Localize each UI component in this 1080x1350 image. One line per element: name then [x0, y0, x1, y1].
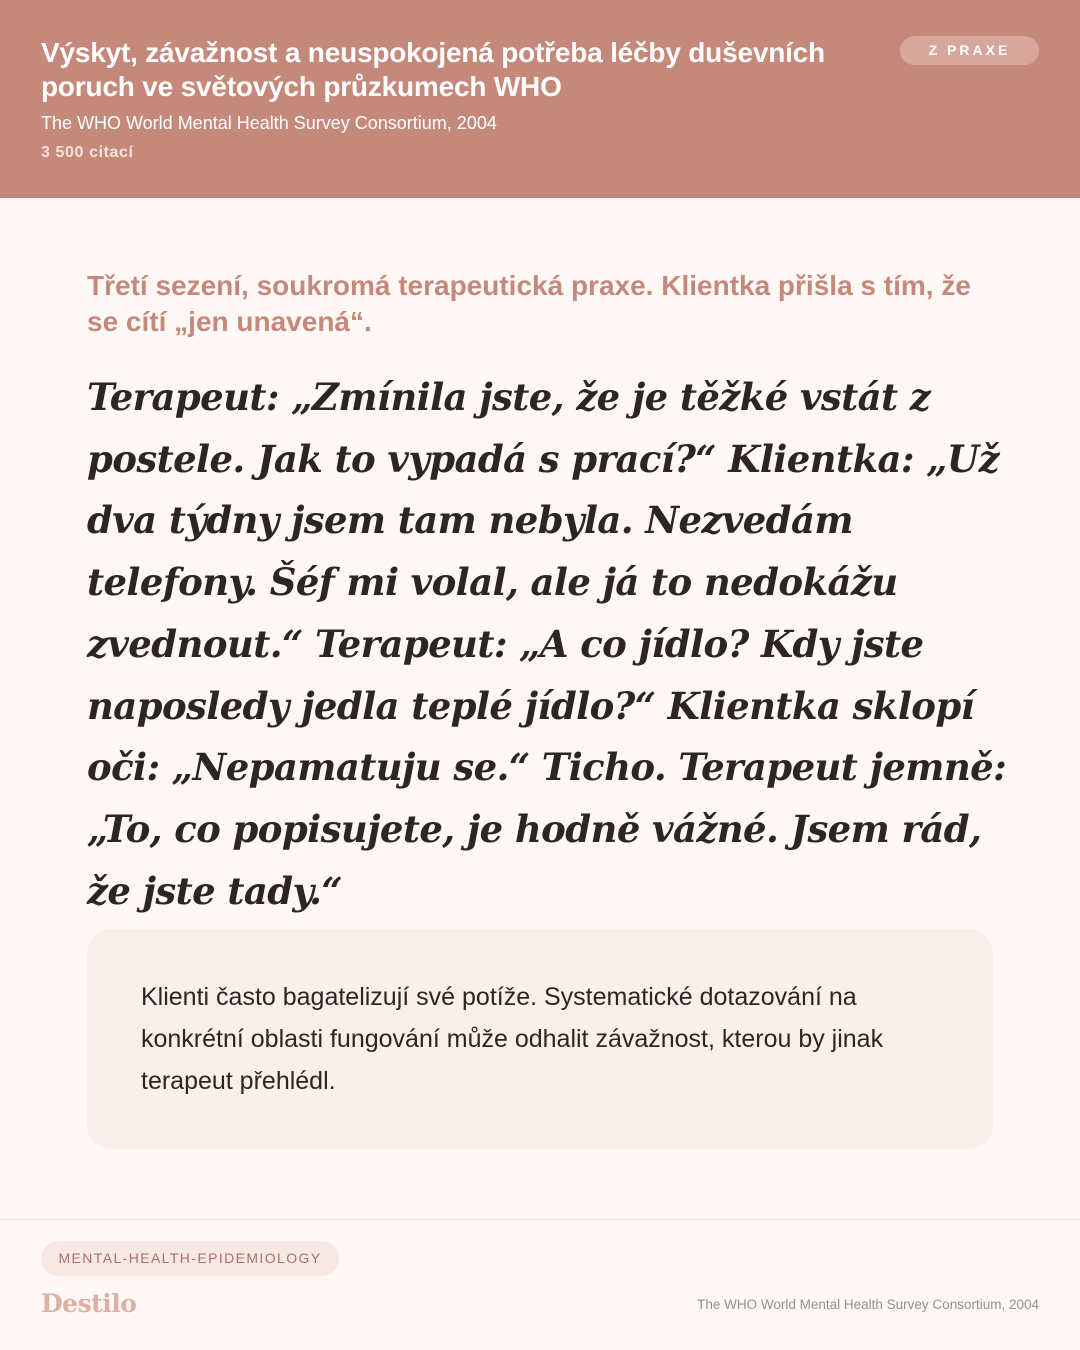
scene-intro: Třetí sezení, soukromá terapeutická praxe. Klientka přišla s tím, že se cítí „jen unavená“. — [87, 270, 971, 337]
category-badge: Z PRAXE — [900, 36, 1039, 65]
topic-tag[interactable]: MENTAL-HEALTH-EPIDEMIOLOGY — [41, 1241, 339, 1276]
article-authors: The WHO World Mental Health Survey Consortium, 2004 — [41, 113, 497, 133]
footer-divider — [0, 1219, 1080, 1220]
insight-text: Klienti často bagatelizují své potíže. Systematické dotazování na konkrétní oblasti fungování může odhalit závažnost, kterou by jinak terapeut přehlédl. — [141, 983, 884, 1095]
dialogue-quote: Terapeut: „Zmínila jste, že je těžké vstát z postele. Jak to vypadá s prací?“ Klientka: „Už dva týdny jsem tam nebyla. Nezvedám telefony. Šéf mi volal, ale já to nedokážu zvednout.“ Terapeut: „A co jídlo? Kdy jste naposledy jedla teplé jídlo?“ Klientka sklopí oči: „Nepamatuju se.“ Ticho. Terapeut jemně: „To, co popisujete, je hodně vážné. Jsem rád, že jste tady.“ — [87, 375, 1007, 913]
insight-box — [87, 929, 993, 1149]
header-banner — [0, 0, 1080, 198]
citation-count: 3 500 citací — [41, 144, 134, 161]
article-title: Výskyt, závažnost a neuspokojená potřeba léčby duševních poruch ve světových průzkumech WHO — [41, 37, 825, 102]
brand-logo: Destilo — [41, 1289, 137, 1318]
footer-source: The WHO World Mental Health Survey Consortium, 2004 — [697, 1297, 1039, 1312]
